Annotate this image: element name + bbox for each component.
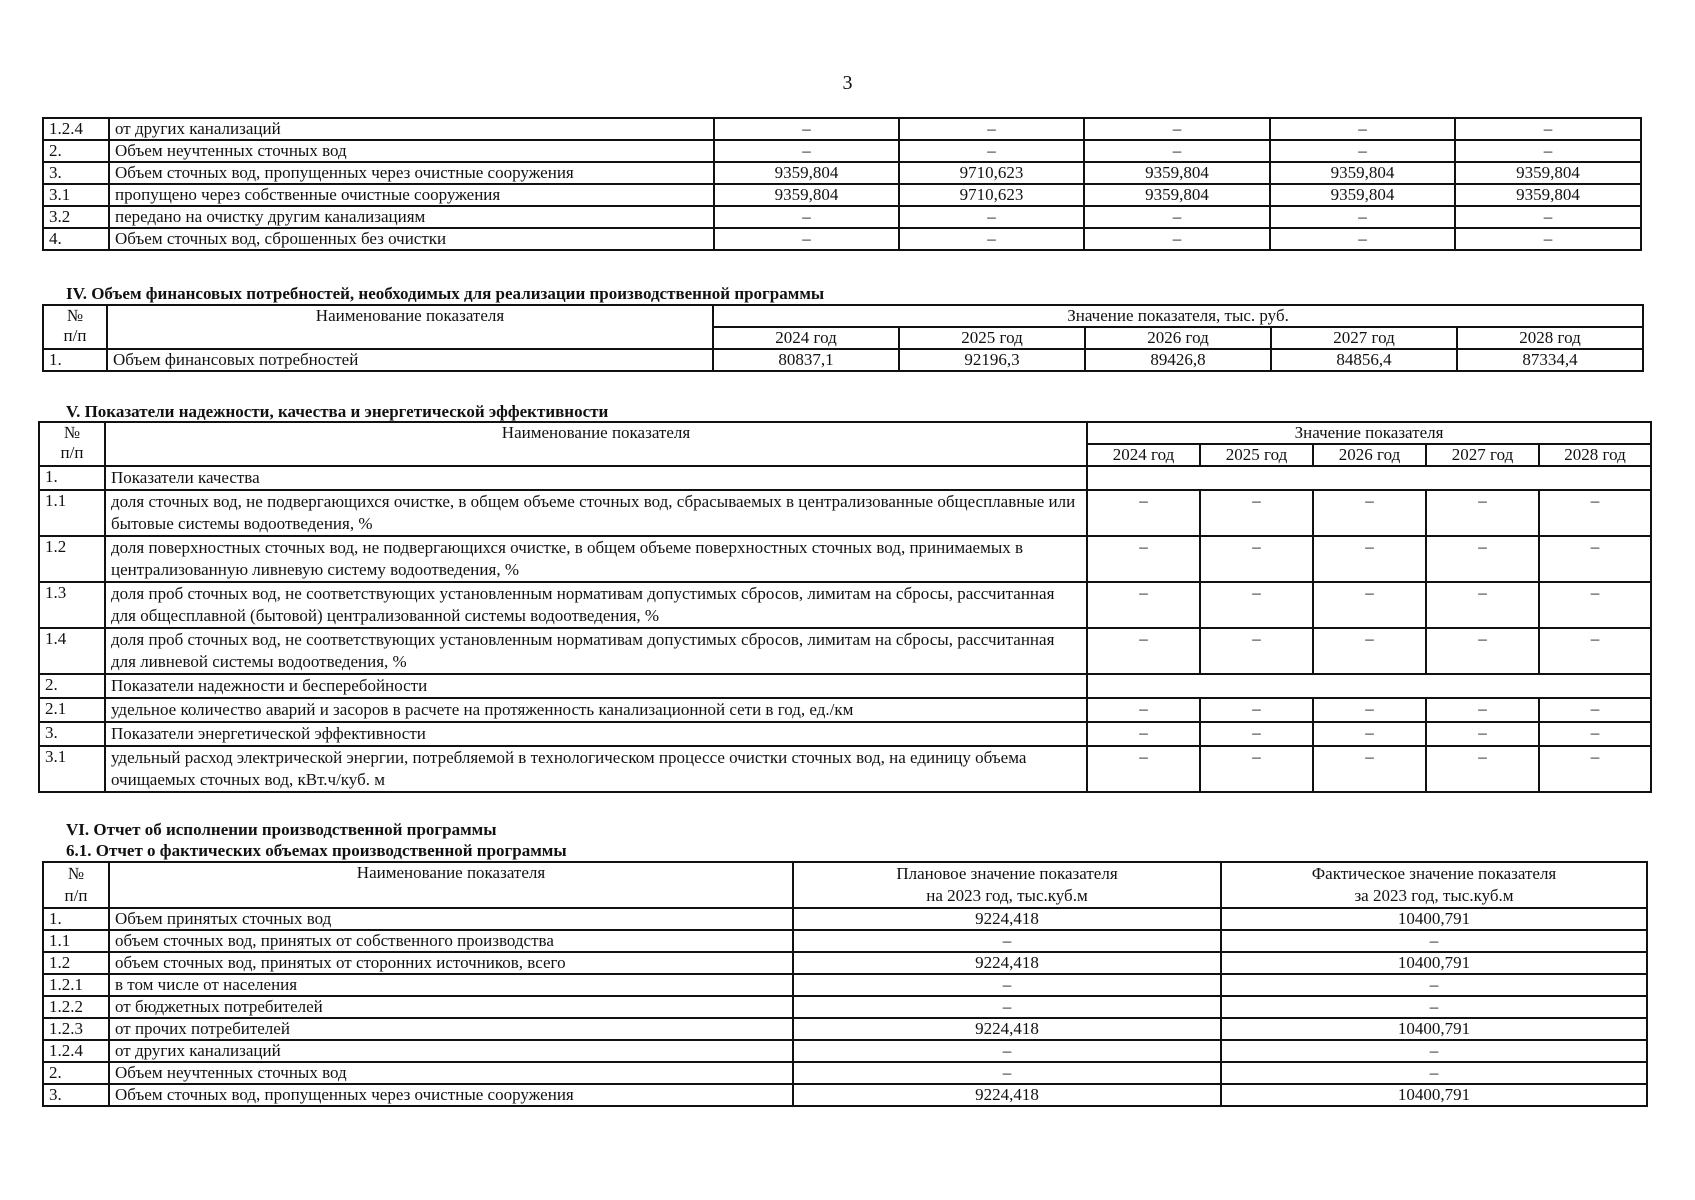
row-value: – [1087, 490, 1200, 536]
table-row [39, 536, 1651, 582]
row-num: 2. [43, 1062, 109, 1084]
row-value: – [1426, 628, 1539, 674]
row-value: 84856,4 [1271, 349, 1457, 371]
row-value: 9359,804 [714, 162, 899, 184]
row-value: 9359,804 [714, 184, 899, 206]
header-name: Наименование показателя [107, 305, 713, 349]
row-fact-value: 10400,791 [1221, 952, 1647, 974]
row-value: – [899, 228, 1084, 250]
row-value: – [1539, 490, 1651, 536]
row-num: 1.2.4 [43, 1040, 109, 1062]
row-value: 9710,623 [899, 184, 1084, 206]
row-value: 89426,8 [1085, 349, 1271, 371]
row-num: 1.2.2 [43, 996, 109, 1018]
year-header: 2028 год [1539, 444, 1651, 466]
row-value: – [1426, 698, 1539, 722]
row-num: 1.1 [43, 930, 109, 952]
row-name: Объем сточных вод, пропущенных через очистные сооружения [109, 162, 714, 184]
row-value: 9359,804 [1455, 162, 1641, 184]
row-value: – [1200, 536, 1313, 582]
row-value: 87334,4 [1457, 349, 1643, 371]
row-num: 1. [39, 466, 105, 490]
table-row [43, 228, 1641, 250]
row-value: – [1455, 228, 1641, 250]
row-value: – [1200, 746, 1313, 792]
row-value: – [1084, 206, 1270, 228]
row-value: – [1084, 140, 1270, 162]
row-value: – [899, 140, 1084, 162]
row-name: Объем принятых сточных вод [109, 908, 793, 930]
row-value: – [1087, 536, 1200, 582]
row-num: 1.2 [43, 952, 109, 974]
financial-needs-table [42, 304, 1644, 372]
row-name: Объем сточных вод, пропущенных через очистные сооружения [109, 1084, 793, 1106]
row-value: 9710,623 [899, 162, 1084, 184]
row-num: 1.2 [39, 536, 105, 582]
table-row [43, 1062, 1647, 1084]
row-plan-value: – [793, 974, 1221, 996]
row-value: – [1426, 490, 1539, 536]
row-name: от бюджетных потребителей [109, 996, 793, 1018]
reliability-indicators-table [38, 421, 1652, 793]
row-num: 1.2.1 [43, 974, 109, 996]
row-value: – [1426, 536, 1539, 582]
row-name: Показатели надежности и бесперебойности [105, 674, 1087, 698]
row-value: 9359,804 [1084, 184, 1270, 206]
row-value: – [1270, 118, 1455, 140]
row-value: – [1087, 698, 1200, 722]
row-plan-value: – [793, 1062, 1221, 1084]
row-value: – [1426, 722, 1539, 746]
row-name: удельный расход электрической энергии, потребляемой в технологическом процессе очистки сточных вод, на единицу объема очищаемых сточных вод, кВт.ч/куб. м [105, 746, 1087, 792]
header-num: № п/п [43, 862, 109, 908]
row-num: 1.4 [39, 628, 105, 674]
row-fact-value: – [1221, 974, 1647, 996]
header-value: Значение показателя, тыс. руб. [713, 305, 1643, 327]
table-row [43, 140, 1641, 162]
row-value: – [1313, 698, 1426, 722]
table-row [39, 466, 1651, 490]
row-name: Показатели энергетической эффективности [105, 722, 1087, 746]
row-name: от других канализаций [109, 118, 714, 140]
table-row [43, 974, 1647, 996]
row-fact-value: – [1221, 930, 1647, 952]
row-value: – [714, 228, 899, 250]
year-header: 2026 год [1313, 444, 1426, 466]
row-value: – [1539, 582, 1651, 628]
row-fact-value: – [1221, 1062, 1647, 1084]
row-value: – [1313, 722, 1426, 746]
row-value: – [1426, 746, 1539, 792]
table-row [39, 582, 1651, 628]
row-num: 1. [43, 349, 107, 371]
empty-values [1087, 674, 1651, 698]
row-value: – [1539, 536, 1651, 582]
row-name: Объем сточных вод, сброшенных без очистки [109, 228, 714, 250]
year-header: 2025 год [1200, 444, 1313, 466]
row-value: 9359,804 [1455, 184, 1641, 206]
row-value: 9359,804 [1270, 184, 1455, 206]
row-plan-value: 9224,418 [793, 952, 1221, 974]
row-num: 2.1 [39, 698, 105, 722]
table-row [43, 1018, 1647, 1040]
table-row [43, 908, 1647, 930]
row-value: – [1313, 628, 1426, 674]
row-value: – [1200, 722, 1313, 746]
row-value: – [1200, 698, 1313, 722]
row-value: – [1087, 746, 1200, 792]
year-header: 2028 год [1457, 327, 1643, 349]
row-value: – [1084, 228, 1270, 250]
header-fact: Фактическое значение показателя за 2023 год, тыс.куб.м [1221, 862, 1647, 908]
row-name: Объем неучтенных сточных вод [109, 140, 714, 162]
row-value: – [714, 140, 899, 162]
table-row [39, 490, 1651, 536]
year-header: 2027 год [1271, 327, 1457, 349]
row-name: Показатели качества [105, 466, 1087, 490]
row-value: – [1455, 118, 1641, 140]
year-header: 2024 год [1087, 444, 1200, 466]
row-value: – [1313, 582, 1426, 628]
row-value: – [1200, 628, 1313, 674]
row-name: доля сточных вод, не подвергающихся очистке, в общем объеме сточных вод, сбрасываемых в централизованные общесплавные или бытовые системы водоотведения, % [105, 490, 1087, 536]
row-value: 92196,3 [899, 349, 1085, 371]
year-header: 2025 год [899, 327, 1085, 349]
section-v-title: V. Показатели надежности, качества и энергетической эффективности [66, 402, 609, 421]
row-value: – [714, 206, 899, 228]
row-num: 1. [43, 908, 109, 930]
year-header: 2024 год [713, 327, 899, 349]
section-iv-title: IV. Объем финансовых потребностей, необходимых для реализации производственной программы [66, 284, 825, 303]
row-fact-value: 10400,791 [1221, 908, 1647, 930]
row-value: – [1313, 536, 1426, 582]
header-value: Значение показателя [1087, 422, 1651, 444]
row-num: 3. [39, 722, 105, 746]
row-value: – [1200, 490, 1313, 536]
header-plan: Плановое значение показателя на 2023 год, тыс.куб.м [793, 862, 1221, 908]
row-name: от других канализаций [109, 1040, 793, 1062]
row-fact-value: – [1221, 1040, 1647, 1062]
row-value: – [1084, 118, 1270, 140]
row-plan-value: – [793, 1040, 1221, 1062]
row-value: – [714, 118, 899, 140]
row-num: 4. [43, 228, 109, 250]
row-value: – [1087, 722, 1200, 746]
row-num: 3.2 [43, 206, 109, 228]
row-value: – [1426, 582, 1539, 628]
row-num: 3.1 [43, 184, 109, 206]
actual-volumes-report-table [42, 861, 1648, 1107]
row-name: Объем финансовых потребностей [107, 349, 713, 371]
row-value: – [1270, 206, 1455, 228]
row-num: 2. [43, 140, 109, 162]
volumes-continuation-table [42, 117, 1642, 251]
row-fact-value: 10400,791 [1221, 1084, 1647, 1106]
table-row [43, 952, 1647, 974]
row-num: 3.1 [39, 746, 105, 792]
section-vi-subtitle: 6.1. Отчет о фактических объемах производственной программы [66, 841, 567, 860]
row-plan-value: 9224,418 [793, 908, 1221, 930]
row-plan-value: – [793, 930, 1221, 952]
table-row [39, 746, 1651, 792]
row-value: – [899, 206, 1084, 228]
row-value: 9359,804 [1084, 162, 1270, 184]
row-num: 3. [43, 162, 109, 184]
table-row [43, 118, 1641, 140]
row-plan-value: 9224,418 [793, 1018, 1221, 1040]
row-name: от прочих потребителей [109, 1018, 793, 1040]
table-row [43, 162, 1641, 184]
row-plan-value: 9224,418 [793, 1084, 1221, 1106]
header-name: Наименование показателя [109, 862, 793, 908]
row-value: 80837,1 [713, 349, 899, 371]
row-name: Объем неучтенных сточных вод [109, 1062, 793, 1084]
row-fact-value: 10400,791 [1221, 1018, 1647, 1040]
row-name: объем сточных вод, принятых от сторонних источников, всего [109, 952, 793, 974]
row-value: – [1455, 140, 1641, 162]
row-num: 1.2.3 [43, 1018, 109, 1040]
row-value: – [899, 118, 1084, 140]
table-row [43, 1040, 1647, 1062]
row-name: доля поверхностных сточных вод, не подвергающихся очистке, в общем объеме поверхностных сточных вод, принимаемых в централизованную ливневую систему водоотведения, % [105, 536, 1087, 582]
page-number: 3 [842, 72, 853, 94]
row-name: передано на очистку другим канализациям [109, 206, 714, 228]
row-name: доля проб сточных вод, не соответствующих установленным нормативам допустимых сбросов, лимитам на сбросы, рассчитанная для общесплавной (бытовой) централизованной системы водоотведения, % [105, 582, 1087, 628]
year-header: 2027 год [1426, 444, 1539, 466]
row-plan-value: – [793, 996, 1221, 1018]
row-value: – [1539, 698, 1651, 722]
table-row [43, 930, 1647, 952]
header-num: № п/п [39, 422, 105, 466]
empty-values [1087, 466, 1651, 490]
year-header: 2026 год [1085, 327, 1271, 349]
table-row [43, 1084, 1647, 1106]
row-name: в том числе от населения [109, 974, 793, 996]
table-row [39, 722, 1651, 746]
row-name: объем сточных вод, принятых от собственного производства [109, 930, 793, 952]
row-value: – [1313, 746, 1426, 792]
row-num: 1.2.4 [43, 118, 109, 140]
row-value: – [1539, 628, 1651, 674]
row-value: – [1455, 206, 1641, 228]
row-value: 9359,804 [1270, 162, 1455, 184]
table-row [43, 996, 1647, 1018]
row-num: 2. [39, 674, 105, 698]
row-value: – [1539, 722, 1651, 746]
table-row [39, 628, 1651, 674]
row-value: – [1270, 228, 1455, 250]
row-fact-value: – [1221, 996, 1647, 1018]
row-value: – [1539, 746, 1651, 792]
section-vi-title: VI. Отчет об исполнении производственной программы [66, 820, 497, 839]
table-row [43, 349, 1643, 371]
row-value: – [1087, 582, 1200, 628]
table-row [39, 698, 1651, 722]
row-value: – [1200, 582, 1313, 628]
row-name: доля проб сточных вод, не соответствующих установленным нормативам допустимых сбросов, лимитам на сбросы, рассчитанная для ливневой системы водоотведения, % [105, 628, 1087, 674]
row-num: 1.1 [39, 490, 105, 536]
row-value: – [1270, 140, 1455, 162]
table-row [43, 184, 1641, 206]
row-value: – [1313, 490, 1426, 536]
table-row [43, 206, 1641, 228]
row-value: – [1087, 628, 1200, 674]
table-row [39, 674, 1651, 698]
row-name: удельное количество аварий и засоров в расчете на протяженность канализационной сети в год, ед./км [105, 698, 1087, 722]
row-num: 1.3 [39, 582, 105, 628]
row-num: 3. [43, 1084, 109, 1106]
header-name: Наименование показателя [105, 422, 1087, 466]
row-name: пропущено через собственные очистные сооружения [109, 184, 714, 206]
header-num: № п/п [43, 305, 107, 349]
